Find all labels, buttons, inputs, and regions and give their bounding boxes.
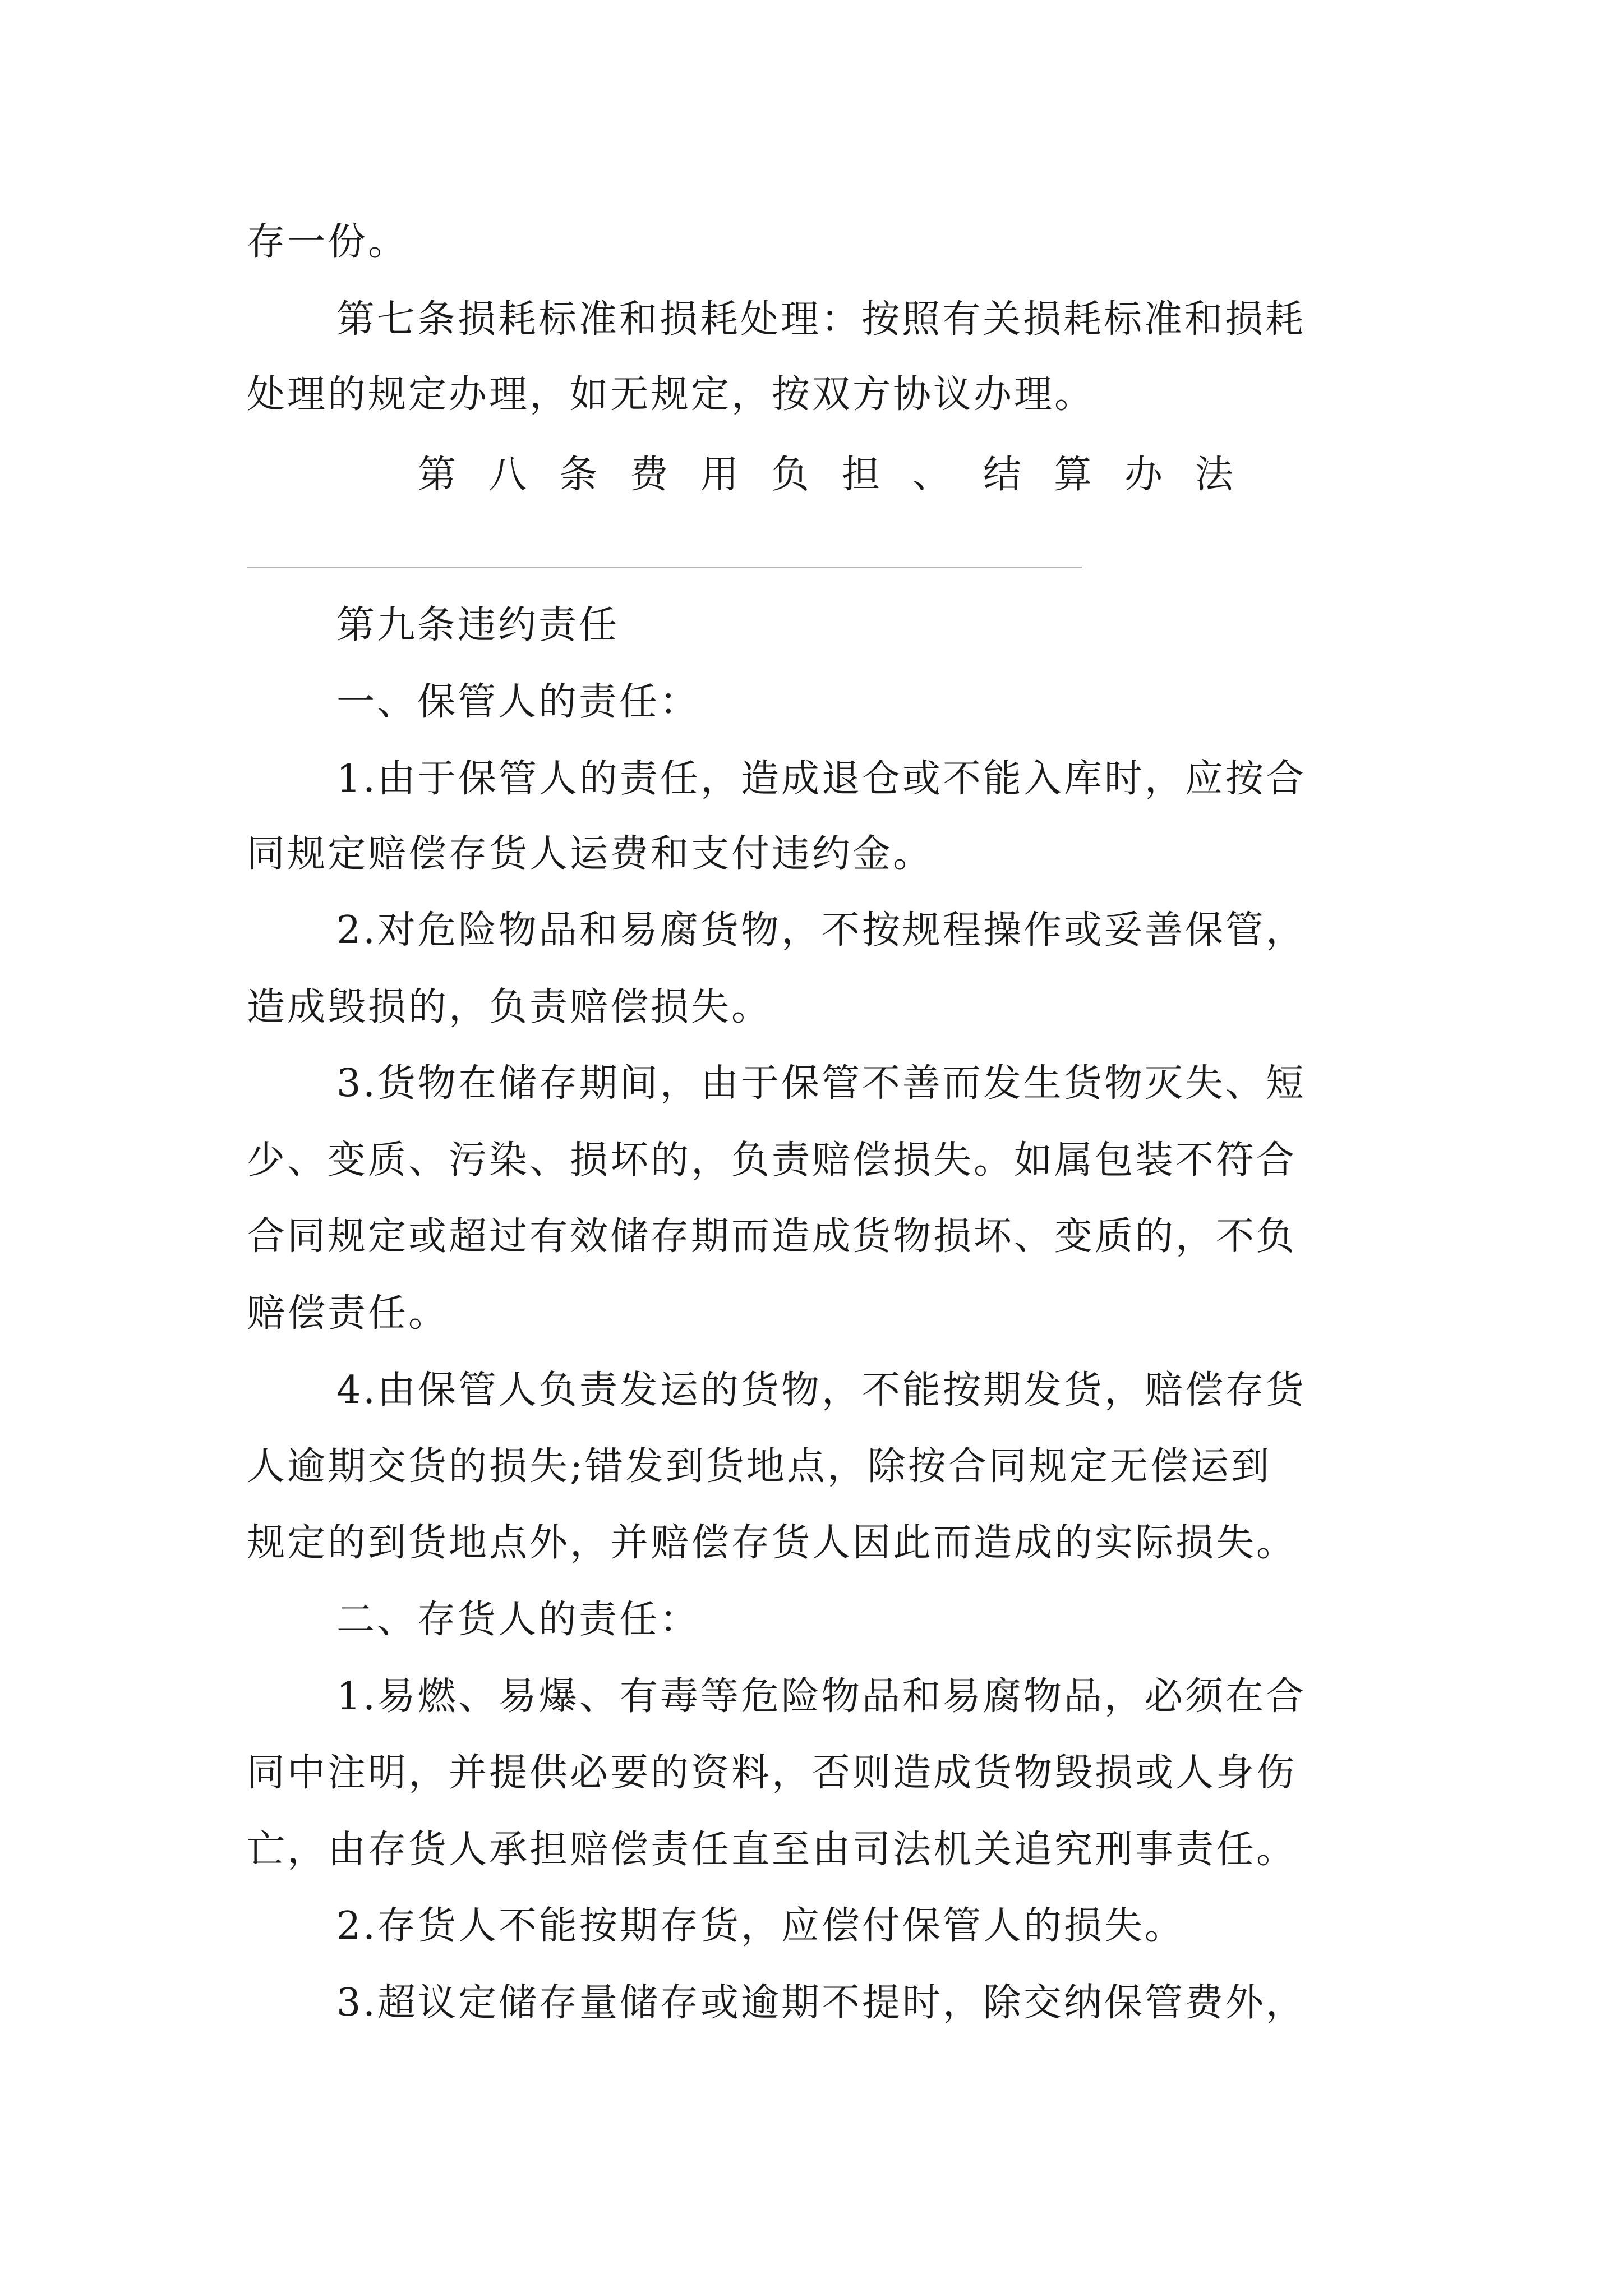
paragraph-line: 赔偿责任。 xyxy=(247,1291,449,1336)
paragraph-line: 同中注明，并提供必要的资料，否则造成货物毁损或人身伤 xyxy=(247,1751,1297,1795)
section-heading: 第九条违约责任 xyxy=(336,603,620,647)
paragraph-line: 同规定赔偿存货人运费和支付违约金。 xyxy=(247,832,934,876)
paragraph-line: 二、存货人的责任： xyxy=(336,1598,700,1642)
horizontal-rule xyxy=(247,567,1082,568)
paragraph-line: 存一份。 xyxy=(247,220,409,264)
paragraph-line: 1.易燃、易爆、有毒等危险物品和易腐物品，必须在合 xyxy=(336,1674,1306,1719)
paragraph-line: 规定的到货地点外，并赔偿存货人因此而造成的实际损失。 xyxy=(247,1521,1297,1565)
paragraph-line: 1.由于保管人的责任，造成退仓或不能入库时，应按合 xyxy=(336,757,1306,801)
paragraph-line: 3.超议定储存量储存或逾期不提时，除交纳保管费外， xyxy=(336,1981,1306,2025)
paragraph-line: 第七条损耗标准和损耗处理：按照有关损耗标准和损耗 xyxy=(336,297,1306,342)
paragraph-line: 合同规定或超过有效储存期而造成货物损坏、变质的，不负 xyxy=(247,1214,1297,1259)
paragraph-line: 亡，由存货人承担赔偿责任直至由司法机关追究刑事责任。 xyxy=(247,1828,1297,1872)
paragraph-line: 造成毁损的，负责赔偿损失。 xyxy=(247,985,772,1029)
paragraph-line: 一、保管人的责任： xyxy=(336,680,700,724)
paragraph-line: 少、变质、污染、损坏的，负责赔偿损失。如属包装不符合 xyxy=(247,1138,1297,1182)
paragraph-line: 人逾期交货的损失;错发到货地点，除按合同规定无偿运到 xyxy=(247,1444,1271,1489)
paragraph-line: 4.由保管人负责发运的货物，不能按期发货，赔偿存货 xyxy=(336,1368,1306,1412)
paragraph-line: 处理的规定办理，如无规定，按双方协议办理。 xyxy=(247,372,1095,417)
paragraph-line: 3.货物在储存期间，由于保管不善而发生货物灭失、短 xyxy=(336,1061,1306,1106)
paragraph-line: 2.对危险物品和易腐货物，不按规程操作或妥善保管， xyxy=(336,908,1306,953)
section-heading: 第八条费用负担、结算办法 xyxy=(418,453,1266,497)
paragraph-line: 2.存货人不能按期存货，应偿付保管人的损失。 xyxy=(336,1904,1185,1948)
